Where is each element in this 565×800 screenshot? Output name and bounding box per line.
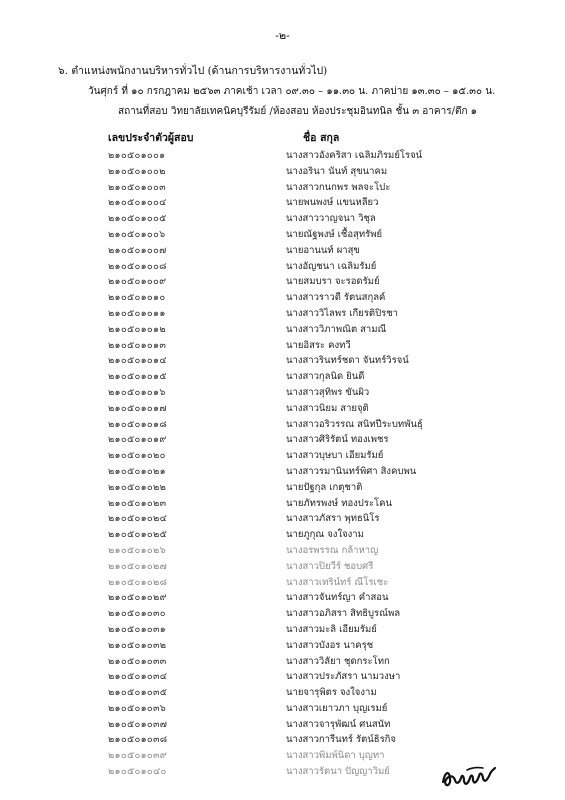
candidate-name: นางอัญชนา เฉลิมรัมย์ xyxy=(286,260,377,272)
exam-schedule: วันศุกร์ ที่ ๑๐ กรกฎาคม ๒๕๖๓ ภาคเช้า เวลา ๐๙.๓๐ – ๑๑.๓๐ น. ภาคบ่าย ๑๓.๓๐ – ๑๕.๓๐ น. xyxy=(88,86,496,97)
list-item xyxy=(0,306,565,322)
candidate-name: นางสาวเทริน์ทร์ ณีโรเชะ xyxy=(286,576,389,588)
candidate-name: นางสาวจันทร์ญา คำสอน xyxy=(286,592,389,604)
candidate-id: ๒๑๐๕๐๑๐๒๖ xyxy=(108,544,166,556)
candidate-id: ๒๑๐๕๐๑๐๓๕ xyxy=(108,687,168,699)
candidate-list xyxy=(0,148,565,780)
list-item xyxy=(0,575,565,591)
candidate-name: นายอิสระ คงทวี xyxy=(286,339,351,351)
candidate-name: นายปัฐกุล เกตุชาติ xyxy=(286,481,363,493)
candidate-id: ๒๑๐๕๐๑๐๐๗ xyxy=(108,244,167,256)
candidate-name: นายณัฐพงษ์ เชื้อสุทรัพย์ xyxy=(286,228,383,240)
candidate-id: ๒๑๐๕๐๑๐๒๕ xyxy=(108,529,168,541)
list-item xyxy=(0,654,565,670)
candidate-id: ๒๑๐๕๐๑๐๑๖ xyxy=(108,386,166,398)
list-item xyxy=(0,385,565,401)
candidate-id: ๒๑๐๕๐๑๐๒๓ xyxy=(108,497,167,509)
section-heading: ๖. ตำแหน่งพนักงานบริหารทั่วไป (ด้านการบริหารงานทั่วไป) xyxy=(58,65,328,77)
candidate-id: ๒๑๐๕๐๑๐๓๑ xyxy=(108,623,167,635)
candidate-id: ๒๑๐๕๐๑๐๓๓ xyxy=(108,655,167,667)
candidate-name: นางสาวการีนทร์ รัตน์ธิรกิจ xyxy=(286,734,396,746)
candidate-id: ๒๑๐๕๐๑๐๐๕ xyxy=(108,213,167,225)
exam-venue: สถานที่สอบ วิทยาลัยเทคนิคบุรีรัมย์ /ห้องสอบ ห้องประชุมอินทนิล ชั้น ๓ อาคาร/ตึก ๑ xyxy=(118,106,478,117)
candidate-id: ๒๑๐๕๐๑๐๑๘ xyxy=(108,418,167,430)
candidate-id: ๒๑๐๕๐๑๐๒๔ xyxy=(108,513,168,525)
list-item xyxy=(0,164,565,180)
candidate-id: ๒๑๐๕๐๑๐๐๙ xyxy=(108,276,167,288)
candidate-name: นายภูกุณ จงใจงาม xyxy=(286,529,364,541)
candidate-name: นางสาวรินทร์ชดา จันทร์วิรจน์ xyxy=(286,355,409,367)
list-item xyxy=(0,638,565,654)
list-item xyxy=(0,590,565,606)
candidate-name: นางสาวบุษบา เอียมรัมย์ xyxy=(286,450,384,462)
candidate-name: นางสาวกุลนิด ยินดี xyxy=(286,371,365,383)
candidate-id: ๒๑๐๕๐๑๐๐๒ xyxy=(108,165,166,177)
candidate-name: นางสาวอังคริสา เฉลิมภิรมย์โรจน์ xyxy=(286,150,423,161)
list-item xyxy=(0,669,565,685)
list-item xyxy=(0,353,565,369)
candidate-id: ๒๑๐๕๐๑๐๐๘ xyxy=(108,260,167,272)
list-item xyxy=(0,543,565,559)
list-item xyxy=(0,717,565,733)
candidate-id: ๒๑๐๕๐๑๐๒๒ xyxy=(108,481,167,493)
candidate-name: นางสาวศิริรัตน์ ทองเพชร xyxy=(286,434,389,446)
candidate-id: ๒๑๐๕๐๑๐๓๖ xyxy=(108,702,167,714)
candidate-id: ๒๑๐๕๐๑๐๓๗ xyxy=(108,718,168,730)
signature-image xyxy=(437,758,501,794)
candidate-id: ๒๑๐๕๐๑๐๑๓ xyxy=(108,339,167,351)
list-item xyxy=(0,448,565,464)
list-item xyxy=(0,369,565,385)
list-item xyxy=(0,401,565,417)
list-item xyxy=(0,180,565,196)
candidate-name: นางสาวราวดี รัตนสกุลค์ xyxy=(286,292,386,304)
candidate-id: ๒๑๐๕๐๑๐๓๙ xyxy=(108,750,168,762)
candidate-name: นางสาวปิยวีร์ ชอบศรี xyxy=(286,560,374,572)
candidate-name: นางสาวประภัสรา นามวงษา xyxy=(286,671,401,683)
candidate-name: นางสาวเยาวภา บุญเรมย์ xyxy=(286,702,388,714)
list-item xyxy=(0,701,565,717)
candidate-name: นายสมบรา จะรอดรัมย์ xyxy=(286,276,380,288)
candidate-name: นายภัทรพงษ์ ทองประโคน xyxy=(286,497,392,509)
candidate-name: นางอรพรรณ กล้าหาญ xyxy=(286,544,379,556)
candidate-id: ๒๑๐๕๐๑๐๐๖ xyxy=(108,228,166,240)
candidate-id: ๒๑๐๕๐๑๐๐๓ xyxy=(108,181,166,193)
list-item xyxy=(0,195,565,211)
list-item xyxy=(0,274,565,290)
candidate-name: นางสาววาญจนา วิชุล xyxy=(286,213,376,225)
candidate-id: ๒๑๐๕๐๑๐๑๗ xyxy=(108,402,167,414)
list-item xyxy=(0,290,565,306)
candidate-name: นางสาวภัสรา พุทธนิโร xyxy=(286,513,380,525)
candidate-id: ๒๑๐๕๐๑๐๒๗ xyxy=(108,560,168,572)
list-item xyxy=(0,480,565,496)
candidate-id: ๒๑๐๕๐๑๐๐๔ xyxy=(108,197,167,209)
candidate-name: นายอานนท์ ผาสุข xyxy=(286,244,360,256)
candidate-name: นางสาววิภาพณิต สามณี xyxy=(286,323,387,335)
list-item xyxy=(0,511,565,527)
list-item xyxy=(0,464,565,480)
candidate-id: ๒๑๐๕๐๑๐๓๘ xyxy=(108,734,168,746)
list-item xyxy=(0,211,565,227)
candidate-id: ๒๑๐๕๐๑๐๐๑ xyxy=(108,150,166,161)
candidate-name: นายพนพงษ์ แขนหลียว xyxy=(286,197,379,209)
candidate-name: นางสาวกนกพร พลจะโปะ xyxy=(286,181,391,193)
list-item xyxy=(0,527,565,543)
candidate-id: ๒๑๐๕๐๑๐๔๐ xyxy=(108,766,167,778)
id-column-header: เลขประจำตัวผู้สอบ xyxy=(108,132,194,144)
candidate-id: ๒๑๐๕๐๑๐๓๒ xyxy=(108,639,167,651)
list-item xyxy=(0,606,565,622)
candidate-name: นางสาววิลัยา ชุดกระโทก xyxy=(286,655,390,667)
candidate-name: นางสาวพิมพ์นิดา บุญทา xyxy=(286,750,385,762)
candidate-name: นางสาวรัตนา ปัญญาวิมย์ xyxy=(286,766,390,778)
candidate-name: นายจารุพิตร จงใจงาม xyxy=(286,687,377,699)
candidate-name: นางสาวสุทิพร ขันผิว xyxy=(286,386,370,398)
candidate-id: ๒๑๐๕๐๑๐๑๐ xyxy=(108,292,166,304)
candidate-name: นางสาววิไลพร เกียรติปิรชา xyxy=(286,307,399,319)
list-item xyxy=(0,148,565,164)
candidate-name: นางสาวบังอร นาครุช xyxy=(286,639,374,651)
list-item xyxy=(0,496,565,512)
page-number: -๒- xyxy=(275,29,290,42)
list-item xyxy=(0,322,565,338)
list-item xyxy=(0,338,565,354)
candidate-id: ๒๑๐๕๐๑๐๑๙ xyxy=(108,434,167,446)
candidate-name: นางอรินา นันท์ สุขนาคม xyxy=(286,165,388,177)
list-item xyxy=(0,417,565,433)
name-column-header: ชื่อ สกุล xyxy=(303,132,340,144)
candidate-id: ๒๑๐๕๐๑๐๒๐ xyxy=(108,450,166,462)
list-item xyxy=(0,227,565,243)
candidate-name: นางสาวจารุพัฒน์ ศนสนัท xyxy=(286,718,391,730)
list-item xyxy=(0,432,565,448)
candidate-name: นางสาวรมานินทร์พิศา สิงคบพน xyxy=(286,465,417,477)
candidate-name: นางสาวอริวรรณ สนิทปีระบทพันธุ์ xyxy=(286,418,423,430)
candidate-id: ๒๑๐๕๐๑๐๓๐ xyxy=(108,608,166,620)
list-item xyxy=(0,732,565,748)
candidate-name: นางสาวอภิสรา สิทธิบูรณ์พล xyxy=(286,608,401,620)
candidate-id: ๒๑๐๕๐๑๐๒๑ xyxy=(108,465,166,477)
candidate-id: ๒๑๐๕๐๑๐๑๕ xyxy=(108,371,167,383)
list-item xyxy=(0,622,565,638)
list-item xyxy=(0,243,565,259)
candidate-name: นางสาวมะลิ เอียมรัมย์ xyxy=(286,623,377,635)
candidate-id: ๒๑๐๕๐๑๐๓๔ xyxy=(108,671,168,683)
candidate-id: ๒๑๐๕๐๑๐๑๑ xyxy=(108,307,166,319)
candidate-id: ๒๑๐๕๐๑๐๒๙ xyxy=(108,592,167,604)
candidate-id: ๒๑๐๕๐๑๐๑๒ xyxy=(108,323,166,335)
list-item xyxy=(0,685,565,701)
list-item xyxy=(0,259,565,275)
candidate-name: นางสาวนิยม สายจุติ xyxy=(286,402,369,414)
list-item xyxy=(0,559,565,575)
candidate-id: ๒๑๐๕๐๑๐๑๔ xyxy=(108,355,167,367)
candidate-id: ๒๑๐๕๐๑๐๒๘ xyxy=(108,576,168,588)
